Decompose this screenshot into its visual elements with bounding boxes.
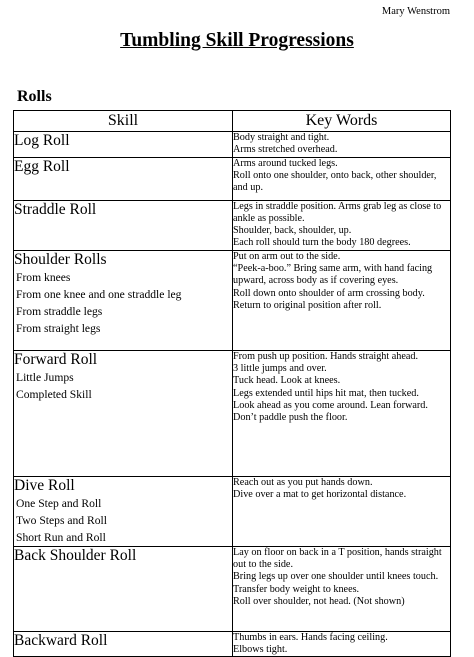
table-row bbox=[14, 476, 451, 546]
keyword-line: Bring legs up over one shoulder until knees touch. Transfer body weight to knees. bbox=[233, 571, 439, 595]
skill-cell bbox=[14, 350, 233, 476]
skill-name: Forward Roll bbox=[14, 350, 98, 368]
keyword-line: Tuck head. Look at knees. bbox=[233, 375, 341, 387]
keyword-line: Put on arm out to the side. bbox=[233, 250, 341, 262]
keyword-line: Roll over shoulder, not head. (Not shown) bbox=[233, 595, 405, 607]
keyword-line: Legs in straddle position. Arms grab leg as close to ankle as possible. bbox=[233, 200, 442, 224]
keyword-line: Thumbs in ears. Hands facing ceiling. bbox=[233, 631, 388, 643]
table-row bbox=[14, 631, 451, 657]
skill-name: Shoulder Rolls bbox=[14, 250, 107, 268]
keyword-line: 3 little jumps and over. bbox=[233, 363, 327, 375]
skill-name: Back Shoulder Roll bbox=[14, 546, 137, 564]
keyword-line: Don’t paddle push the floor. bbox=[233, 412, 348, 424]
keywords-column-header: Key Words bbox=[233, 111, 451, 132]
skills-table bbox=[13, 110, 451, 657]
keyword-line: Dive over a mat to get horizontal distance. bbox=[233, 489, 407, 501]
table-row bbox=[14, 350, 451, 476]
skill-cell bbox=[14, 250, 233, 350]
keyword-line: Shoulder, back, shoulder, up. bbox=[233, 225, 352, 237]
keyword-line: Roll onto one shoulder, onto back, other shoulder, and up. bbox=[233, 169, 437, 194]
table-row bbox=[14, 250, 451, 350]
skill-name: Straddle Roll bbox=[14, 200, 97, 218]
keywords-cell bbox=[233, 200, 451, 250]
keyword-line: Roll down onto shoulder of arm crossing body. bbox=[233, 287, 425, 299]
keyword-line: “Peek-a-boo.” Bring same arm, with hand facing upward, across body as if covering eyes. bbox=[233, 263, 433, 287]
skill-progression-step: From straight legs bbox=[16, 321, 101, 335]
keyword-line: Elbows tight. bbox=[233, 644, 288, 656]
skill-progression-step: From knees bbox=[16, 270, 71, 284]
keywords-cell bbox=[233, 157, 451, 200]
table-header-row bbox=[14, 111, 451, 132]
page-title: Tumbling Skill Progressions bbox=[120, 30, 354, 51]
skill-progression-step: Short Run and Roll bbox=[16, 530, 106, 544]
keyword-line: From push up position. Hands straight ahead. bbox=[233, 350, 419, 362]
keywords-cell bbox=[233, 476, 451, 546]
skill-name: Dive Roll bbox=[14, 476, 75, 494]
keywords-cell bbox=[233, 546, 451, 631]
table-row bbox=[14, 132, 451, 158]
keyword-line: Body straight and tight. bbox=[233, 132, 330, 143]
author-name: Mary Wenstrom bbox=[381, 6, 450, 17]
skill-progression-step: Two Steps and Roll bbox=[16, 513, 107, 527]
skill-progression-step: Completed Skill bbox=[16, 387, 92, 401]
section-heading: Rolls bbox=[17, 88, 52, 105]
keyword-line: Reach out as you put hands down. bbox=[233, 476, 373, 488]
skill-cell bbox=[14, 546, 233, 631]
skill-name: Log Roll bbox=[14, 132, 70, 149]
skill-progression-step: One Step and Roll bbox=[16, 496, 102, 510]
keyword-line: Arms around tucked legs. bbox=[233, 157, 338, 169]
keyword-line: Lay on floor on back in a T position, hands straight out to the side. bbox=[233, 546, 442, 571]
skill-cell bbox=[14, 132, 233, 158]
table-row bbox=[14, 200, 451, 250]
skill-cell bbox=[14, 157, 233, 200]
skill-progression-step: From one knee and one straddle leg bbox=[16, 287, 182, 301]
keyword-line: Arms stretched overhead. bbox=[233, 144, 338, 156]
skill-name: Backward Roll bbox=[14, 631, 108, 649]
skill-progression-step: Little Jumps bbox=[16, 370, 74, 384]
table-row bbox=[14, 546, 451, 631]
keywords-cell bbox=[233, 132, 451, 158]
skill-name: Egg Roll bbox=[14, 157, 70, 175]
skill-cell bbox=[14, 631, 233, 657]
table-row bbox=[14, 157, 451, 200]
skill-cell bbox=[14, 476, 233, 546]
keyword-line: Legs extended until hips hit mat, then tucked. bbox=[233, 387, 419, 399]
skill-column-header: Skill bbox=[14, 111, 233, 132]
skill-cell bbox=[14, 200, 233, 250]
keywords-cell bbox=[233, 350, 451, 476]
keyword-line: Return to original position after roll. bbox=[233, 299, 382, 311]
keyword-line: Look ahead as you come around. Lean forward. bbox=[233, 399, 428, 411]
keywords-cell bbox=[233, 631, 451, 657]
keywords-cell bbox=[233, 250, 451, 350]
keyword-line: Each roll should turn the body 180 degrees. bbox=[233, 237, 411, 249]
skill-progression-step: From straddle legs bbox=[16, 304, 103, 318]
